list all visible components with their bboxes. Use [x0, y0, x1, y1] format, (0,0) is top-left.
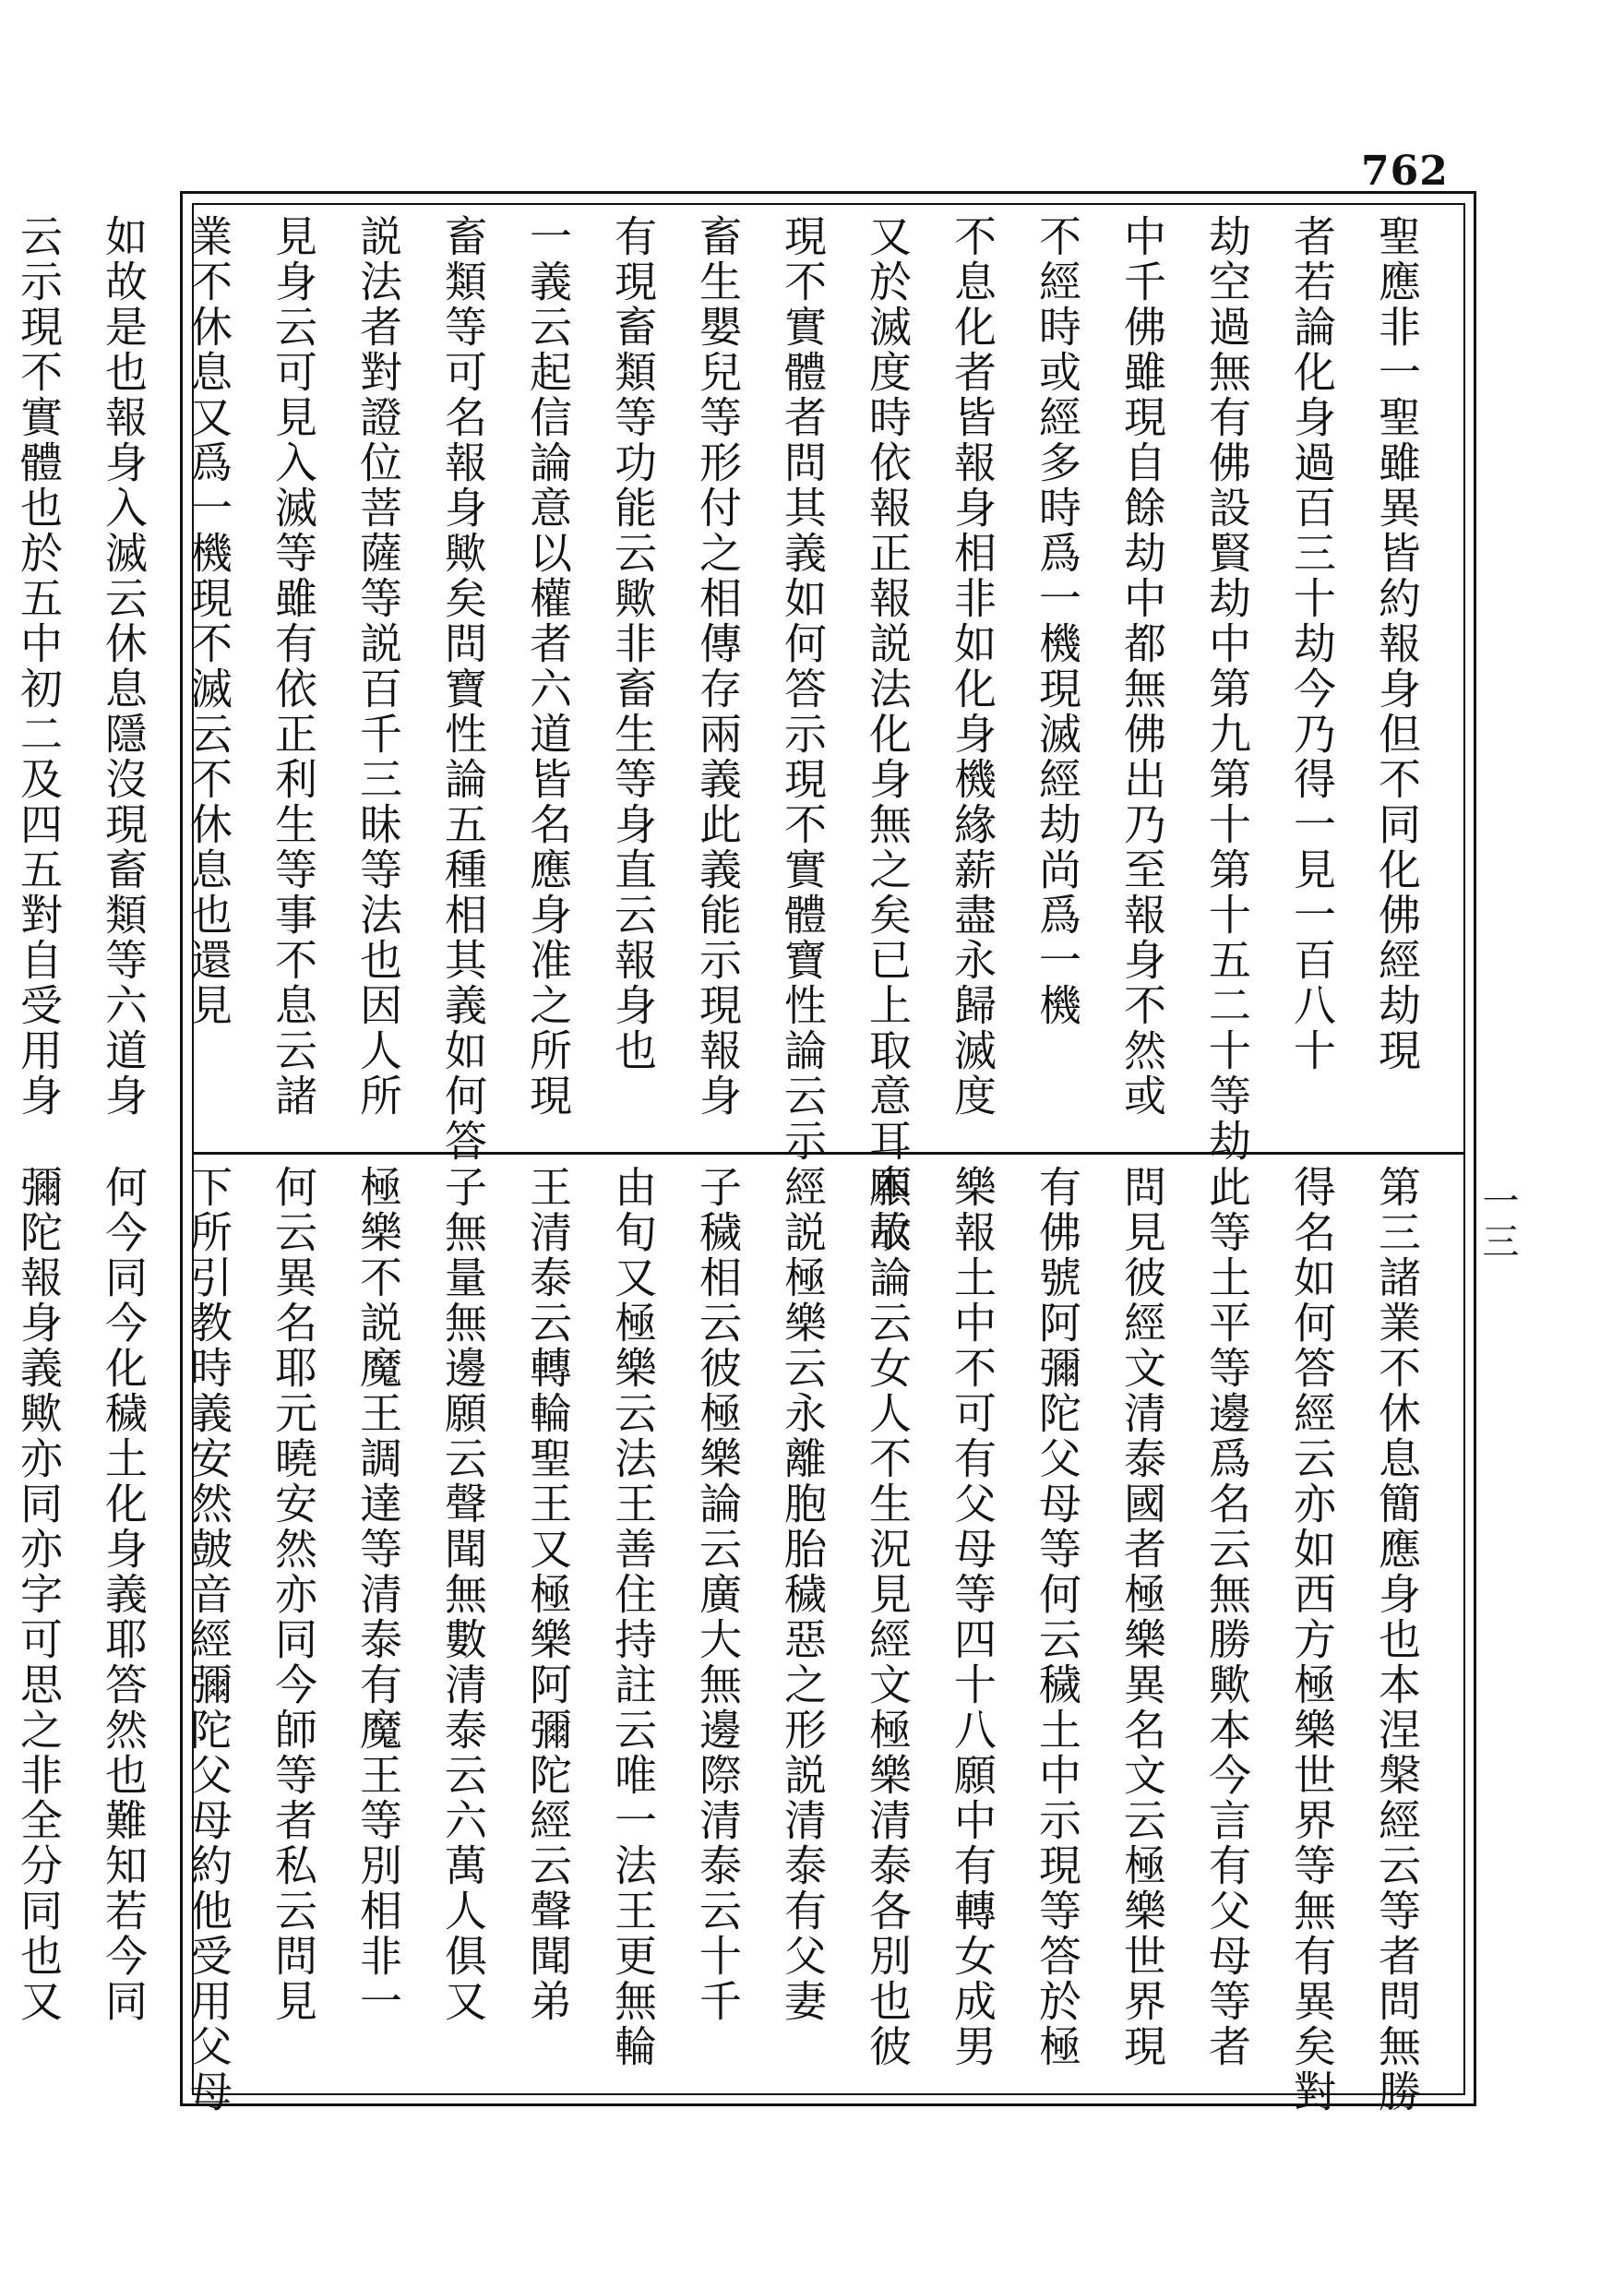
text-column: 劫空過無有佛設賢劫中第九第十第十五二十等劫: [1202, 214, 1252, 1164]
text-column: 中千佛雖現自餘劫中都無佛出乃至報身不然或: [1117, 214, 1167, 1119]
text-column: 聖應非一聖雖異皆約報身但不同化佛經劫現: [1372, 214, 1422, 1073]
text-column: 有現畜類等功能云歟非畜生等身直云報身也: [608, 214, 658, 1073]
text-column: 者若論化身過百三十劫今乃得一見一百八十: [1287, 214, 1337, 1073]
text-column: 説法者對證位菩薩等説百千三昧等法也因人所: [353, 214, 403, 1119]
text-column: 由旬又極樂云法王善住持註云唯一法王更無輪: [608, 1165, 658, 2069]
text-column: 子穢相云彼極樂論云廣大無邊際清泰云十千: [693, 1165, 743, 2024]
text-column: 不經時或經多時爲一機現滅經劫尚爲一機: [1033, 214, 1082, 1028]
text-column: 一義云起信論意以權者六道皆名應身准之所現: [523, 214, 573, 1119]
text-column: 樂報土中不可有父母等四十八願中有轉女成男: [948, 1165, 997, 2069]
text-column: 業不休息又爲一機現不滅云不休息也還見: [184, 214, 233, 1028]
text-column: 見身云可見入滅等雖有依正利生等事不息云諸: [269, 214, 318, 1119]
text-column: 彌陀報身義歟亦同亦字可思之非全分同也又: [14, 1165, 64, 2024]
text-column: 又於滅度時依報正報説法化身無之矣已上取意耳本示: [863, 214, 913, 1254]
text-column: 畜類等可名報身歟矣問寶性論五種相其義如何答: [438, 214, 488, 1164]
side-folio-label: 一三: [1476, 1181, 1519, 1263]
text-column: 現不實體者問其義如何答示現不實體寶性論云示: [778, 214, 828, 1164]
text-column: 第三諸業不休息簡應身也本涅槃經云等者問無勝: [1372, 1165, 1422, 2115]
text-column: 畜生嬰兒等形付之相傳存兩義此義能示現報身: [693, 214, 743, 1119]
text-column: 何今同今化穢土化身義耶答然也難知若今同: [99, 1165, 149, 2024]
text-column: 王清泰云轉輪聖王又極樂阿彌陀經云聲聞弟: [523, 1165, 573, 2024]
text-column: 子無量無邊願云聲聞無數清泰云六萬人俱又: [438, 1165, 488, 2024]
text-column: 下所引教時義安然皷音經彌陀父母約他受用父母: [184, 1165, 233, 2115]
text-column: 不息化者皆報身相非如化身機緣薪盡永歸滅度: [948, 214, 997, 1119]
section-divider: [192, 1152, 1465, 1155]
text-column: 何云異名耶元曉安然亦同今師等者私云問見: [269, 1165, 318, 2024]
page-number: 762: [1361, 148, 1449, 195]
text-column: 經説極樂云永離胞胎穢惡之形説清泰有父妻: [778, 1165, 828, 2024]
text-column: 得名如何答經云亦如西方極樂世界等無有異矣對: [1287, 1165, 1337, 2115]
text-column: 極樂不説魔王調達等清泰有魔王等別相非一: [353, 1165, 403, 2024]
text-column: 有佛號阿彌陀父母等何云穢土中示現等答於極: [1033, 1165, 1082, 2069]
text-column: 如故是也報身入滅云休息隱沒現畜類等六道身: [99, 214, 149, 1119]
text-column: 願故論云女人不生況見經文極樂清泰各別也彼: [863, 1165, 913, 2069]
upper-text-block: [14, 214, 1439, 1254]
lower-text-block: [14, 1165, 1439, 2115]
text-column: 問見彼經文清泰國者極樂異名文云極樂世界現: [1117, 1165, 1167, 2069]
text-column: 此等土平等邊爲名云無勝歟本今言有父母等者: [1202, 1165, 1252, 2069]
text-column: 云示現不實體也於五中初二及四五對自受用身: [14, 214, 64, 1119]
